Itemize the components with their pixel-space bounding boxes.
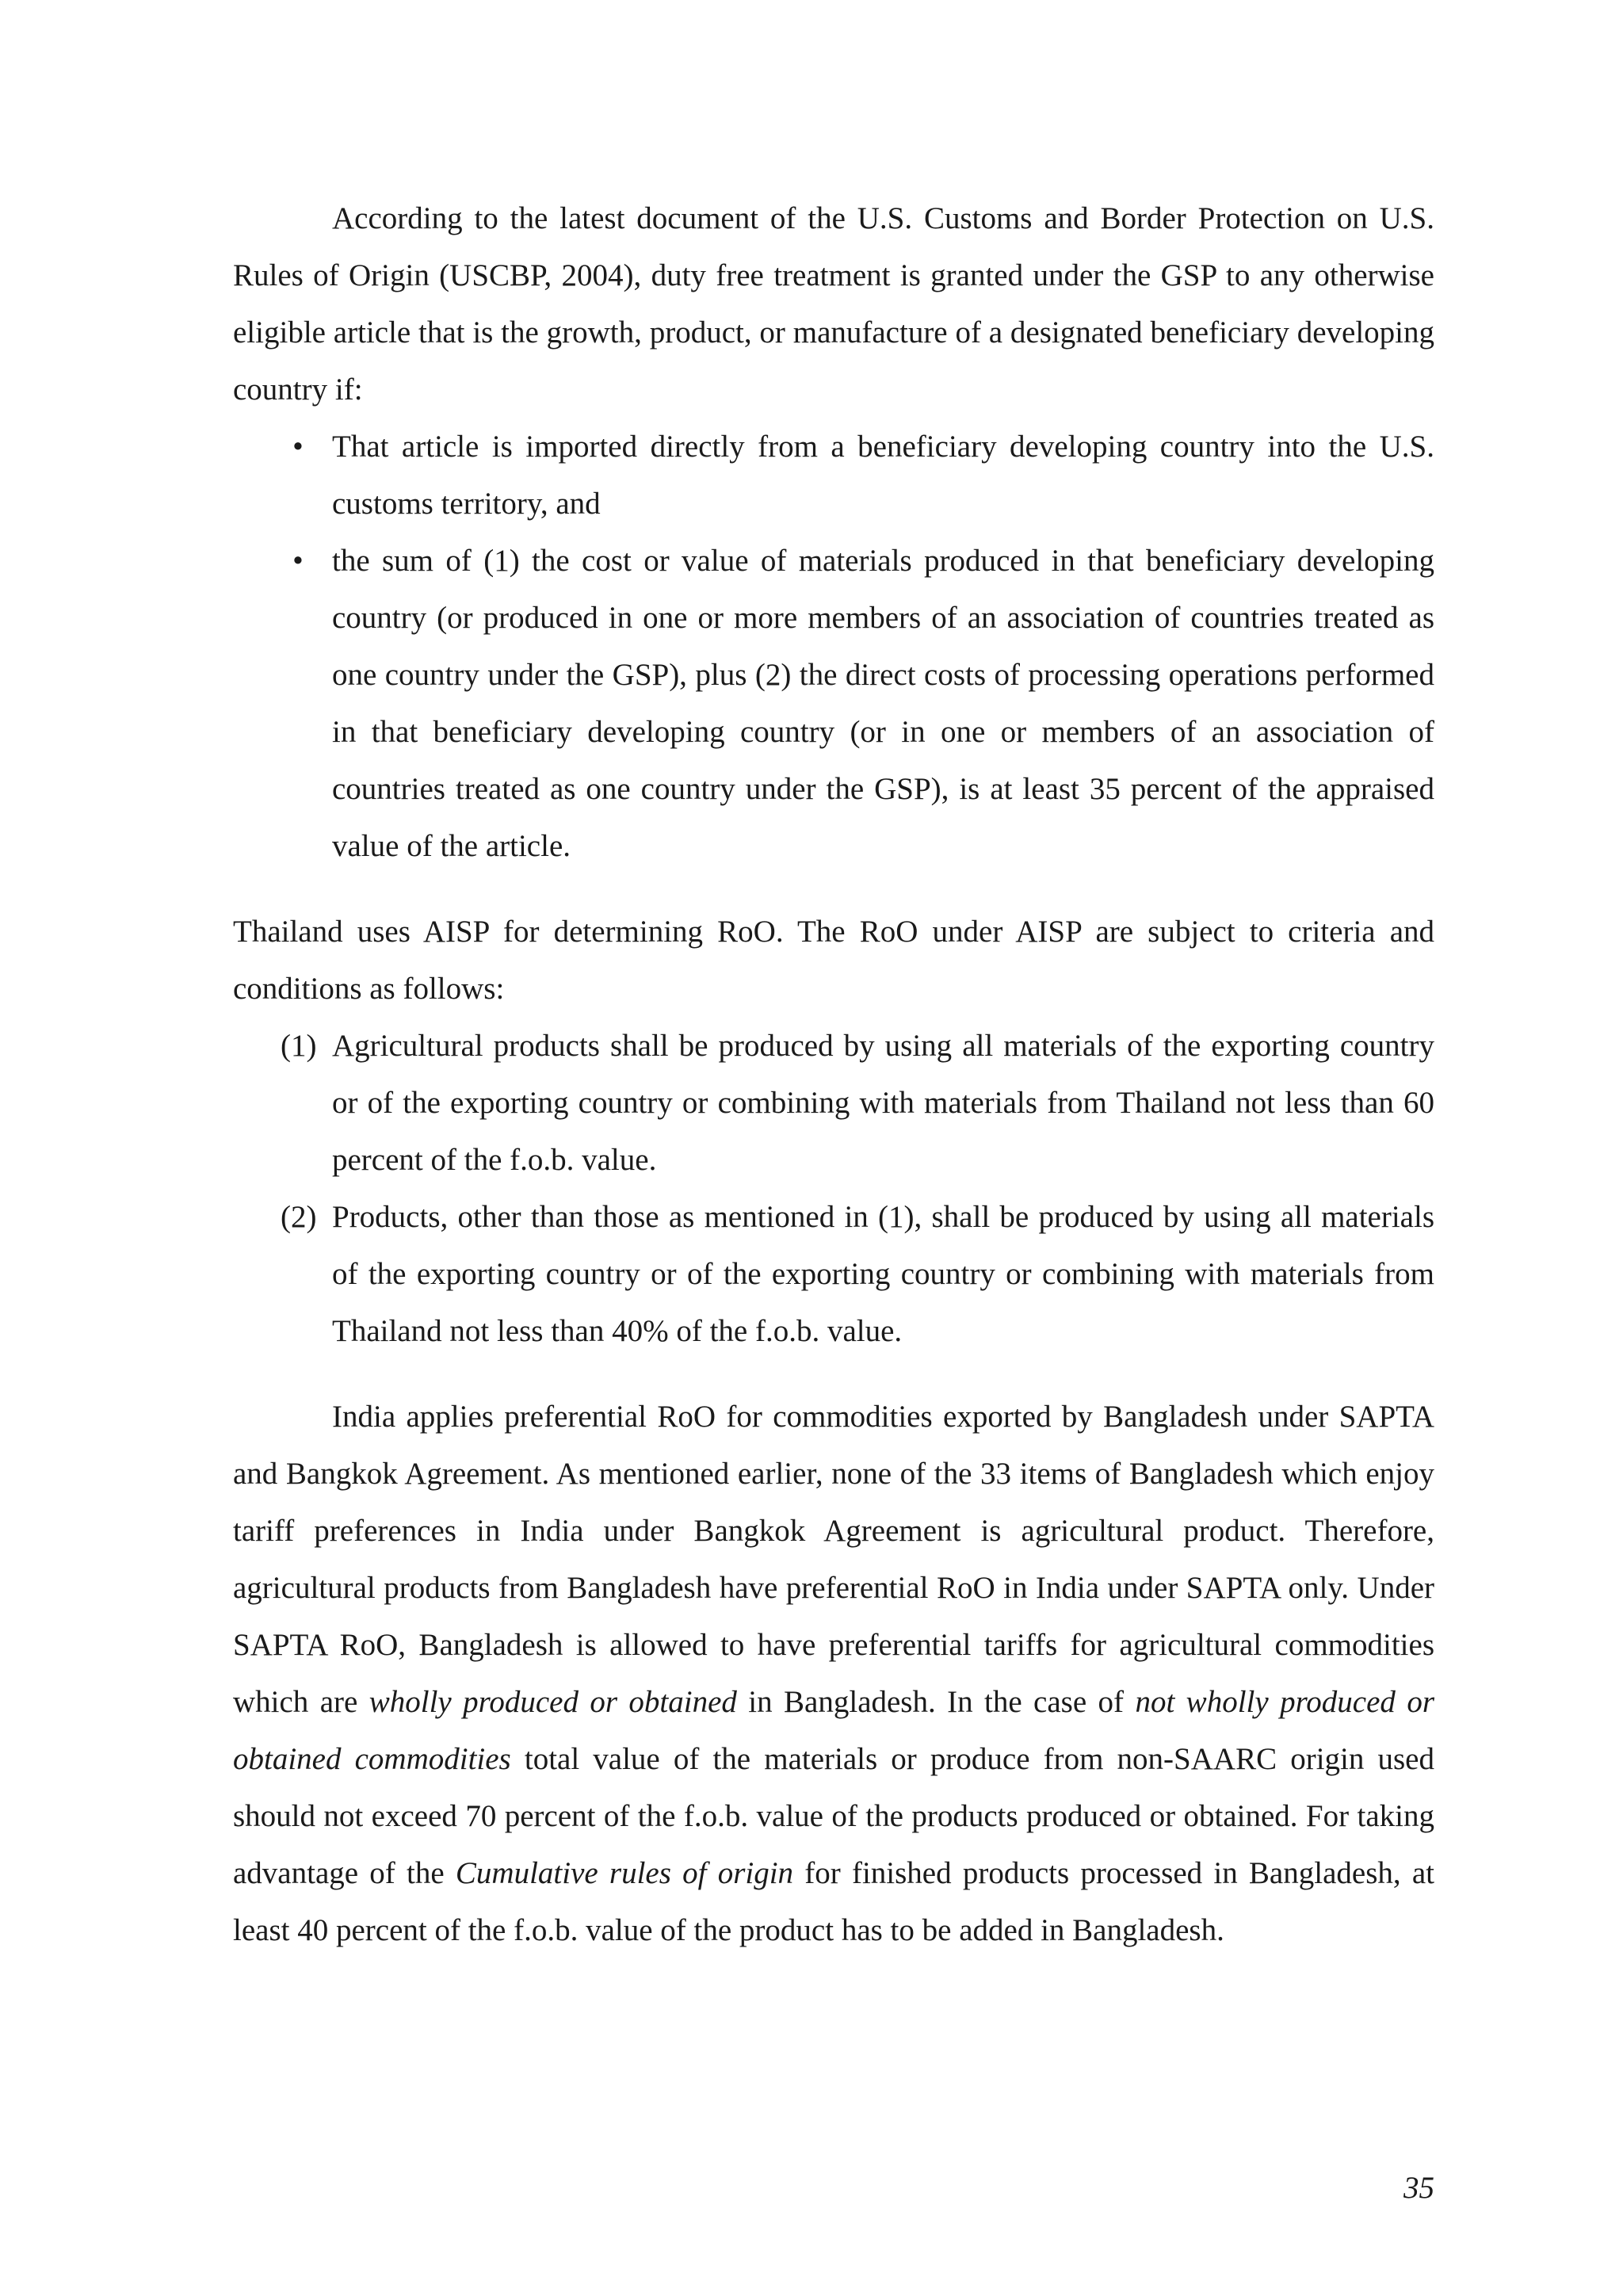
page-number: 35	[1403, 2171, 1434, 2205]
text-span: in Bangladesh. In the case of	[736, 1685, 1136, 1719]
list-item	[233, 533, 1434, 875]
paragraph-india	[233, 1389, 1434, 1959]
list-item	[233, 418, 1434, 533]
text-span: India applies preferential RoO for commodities exported by Bangladesh under SAPTA and Bangkok Agreement. As mentioned earlier, none of the 33 items of Bangladesh which enjoy tariff preferences in India under Bangkok Agreement is agricultural product. Therefore, agricultural products from Bangladesh have preferential RoO in India under SAPTA only. Under SAPTA RoO, Bangladesh is allowed to have preferential tariffs for agricultural commodities which are	[233, 1400, 1434, 1719]
paragraph-india-text	[233, 1389, 1434, 1959]
list-number: (2)	[281, 1200, 317, 1234]
bullet-icon: •	[292, 544, 304, 578]
gsp-conditions-list	[233, 418, 1434, 875]
list-number: (1)	[281, 1029, 317, 1063]
italic-term: not wholly produced or obtained commodities	[233, 1685, 1434, 1776]
paragraph-thailand-text: Thailand uses AISP for determining RoO. The RoO under AISP are subject to criteria and conditions as follows:	[233, 915, 1434, 1006]
list-item-text: That article is imported directly from a beneficiary developing country into the U.S. customs territory, and	[332, 430, 1434, 521]
list-item	[233, 1189, 1434, 1360]
text-span: total value of the materials or produce from non-SAARC origin used should not exceed 70 percent of the f.o.b. value of the products produced or obtained. For taking advantage of the	[233, 1742, 1434, 1890]
list-item-text: the sum of (1) the cost or value of materials produced in that beneficiary developing country (or produced in one or more members of an association of countries treated as one country under the GSP), plus (2) the direct costs of processing operations performed in that beneficiary developing country (or in one or members of an association of countries treated as one country under the GSP), is at least 35 percent of the appraised value of the article.	[332, 544, 1434, 863]
italic-term: wholly produced or obtained	[369, 1685, 737, 1719]
list-item-text: Agricultural products shall be produced by using all materials of the exporting country or of the exporting country or combining with materials from Thailand not less than 60 percent of the f.o.b. value.	[332, 1029, 1434, 1177]
paragraph-uscbp	[233, 190, 1434, 418]
bullet-icon: •	[292, 430, 304, 464]
aisp-criteria-list	[233, 1018, 1434, 1360]
list-item	[233, 1018, 1434, 1189]
italic-term: Cumulative rules of origin	[455, 1856, 794, 1890]
text-span: for finished products processed in Bangladesh, at least 40 percent of the f.o.b. value of the product has to be added in Bangladesh.	[233, 1856, 1434, 1947]
list-item-text: Products, other than those as mentioned in (1), shall be produced by using all materials of the exporting country or of the exporting country or combining with materials from Thailand not less than 40% of the f.o.b. value.	[332, 1200, 1434, 1348]
paragraph-uscbp-text: According to the latest document of the U.S. Customs and Border Protection on U.S. Rules of Origin (USCBP, 2004), duty free treatment is granted under the GSP to any otherwise eligible article that is the growth, product, or manufacture of a designated beneficiary developing country if:	[233, 201, 1434, 407]
paragraph-thailand	[233, 904, 1434, 1018]
